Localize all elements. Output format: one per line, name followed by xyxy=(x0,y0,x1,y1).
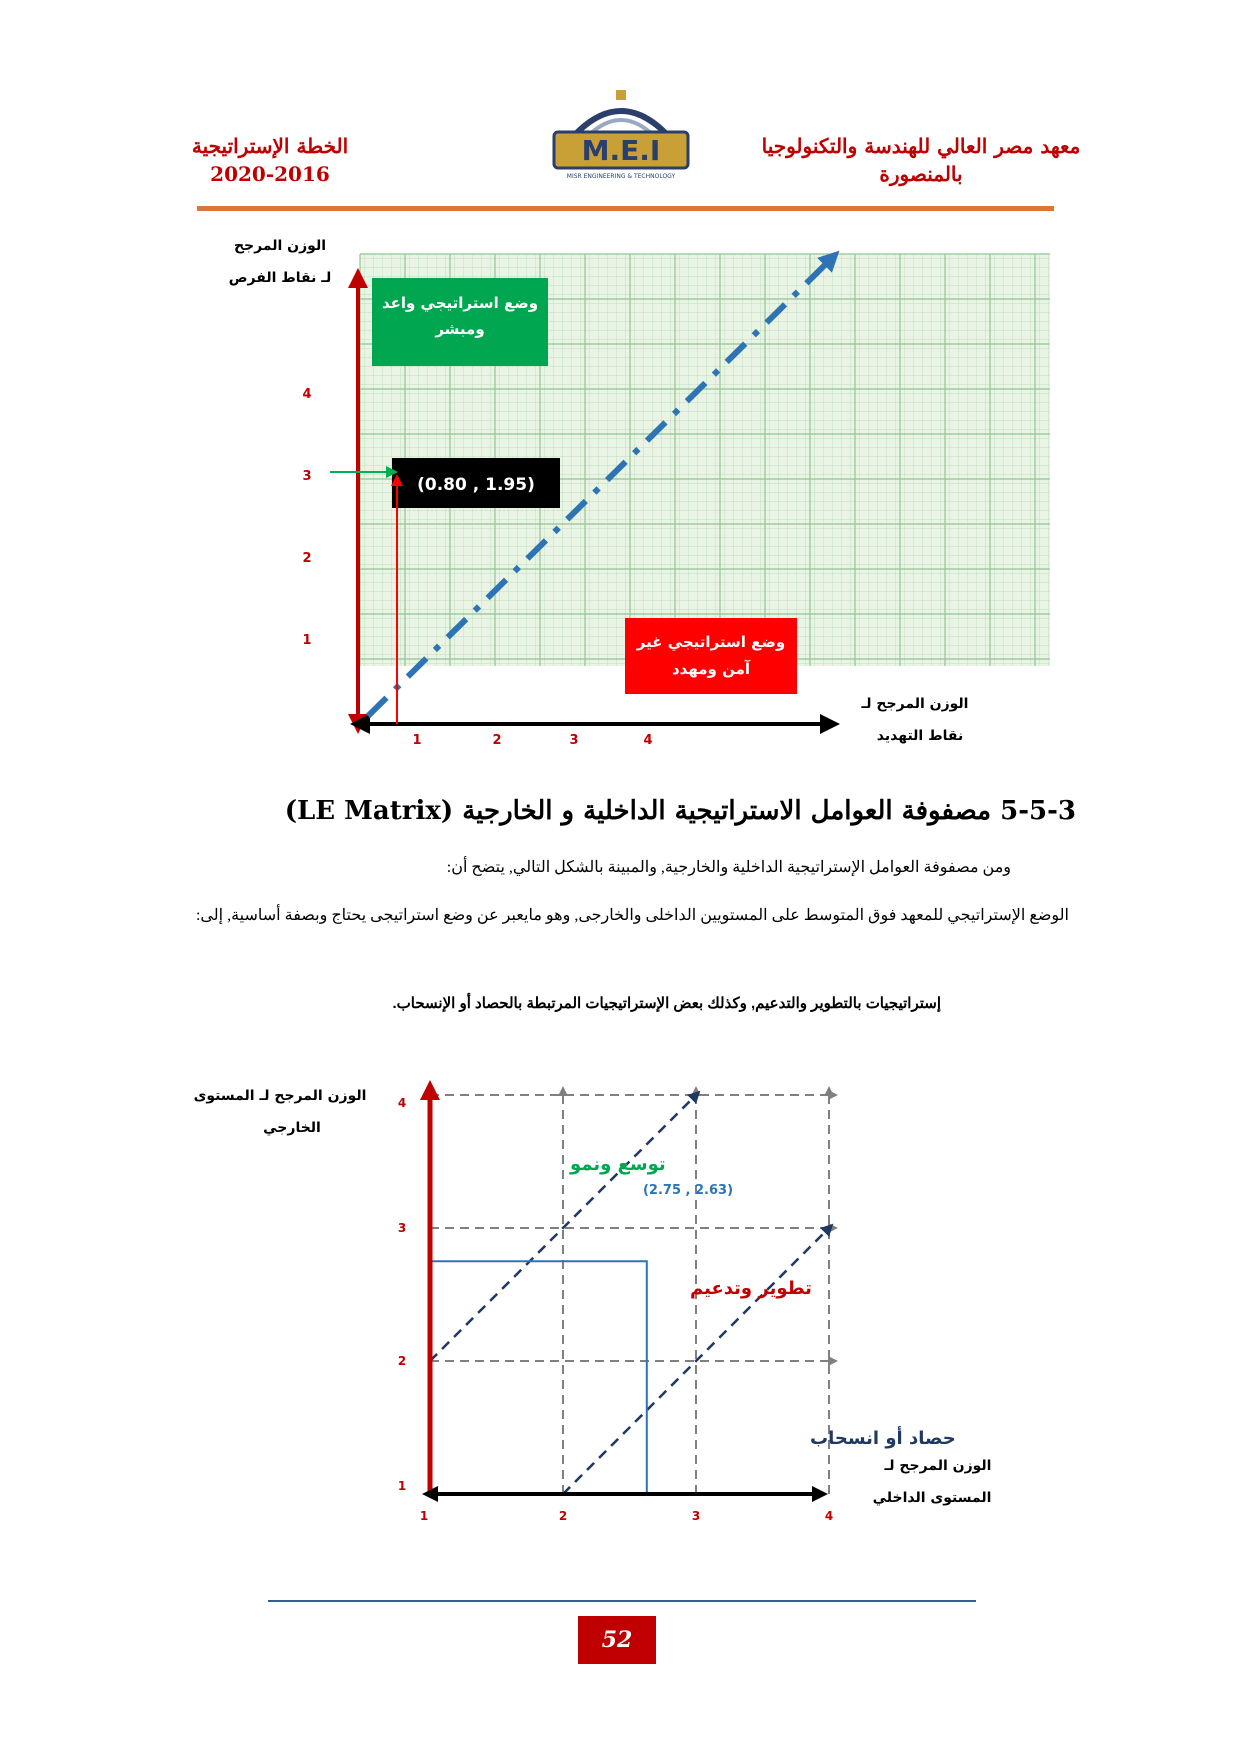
chart2-y-tick-4: 4 xyxy=(397,1096,407,1110)
position-paragraph: الوضع الإستراتيجي للمعهد فوق المتوسط على المستويين الداخلى والخارجى, وهو مايعبر عن وضع استراتيجى يحتاج وبصفة أساسية, إلى: xyxy=(195,907,1069,924)
chart1-x-tick-4: 4 xyxy=(643,733,653,748)
institute-line1: معهد مصر العالي للهندسة والتكنولوجيا xyxy=(761,134,1081,158)
chart1-ylabel-line2: لـ نقاط الفرص xyxy=(228,270,332,286)
chart2-x-tick-1: 1 xyxy=(419,1509,429,1523)
logo-subtext: MISR ENGINEERING & TECHNOLOGY xyxy=(566,173,676,180)
chart2-x-tick-3: 3 xyxy=(691,1509,701,1523)
chart1-box-promising-line2: ومبشر xyxy=(435,320,485,338)
chart1-y-tick-2: 2 xyxy=(302,551,312,566)
chart1-box-threatened xyxy=(625,618,797,694)
chart2-point-marker xyxy=(430,1261,647,1494)
chart1-box-threatened-line1: وضع استراتيجي غير xyxy=(636,633,786,651)
chart1-point-label: (0.80 , 1.95) xyxy=(417,475,535,495)
intro-paragraph: ومن مصفوفة العوامل الإستراتيجية الداخلية والخارجية, والمبينة بالشكل التالي, يتضح أن: xyxy=(446,859,1011,876)
chart1-y-tick-1: 1 xyxy=(302,633,312,648)
chart2-y-tick-1: 1 xyxy=(397,1479,407,1493)
plan-title-block xyxy=(180,132,360,188)
chart1-threat-opportunity xyxy=(220,222,980,762)
chart2-zone-growth: توسع ونمو xyxy=(570,1154,666,1175)
chart2-x-tick-2: 2 xyxy=(558,1509,568,1523)
chart1-box-threatened-line2: آمن ومهدد xyxy=(671,660,751,678)
header-divider xyxy=(197,206,1054,211)
chart1-x-tick-2: 2 xyxy=(492,733,502,748)
chart2-y-tick-2: 2 xyxy=(397,1354,407,1368)
chart2-ylabel-line2: الخارجي xyxy=(263,1120,321,1136)
chart1-box-promising-line1: وضع استراتيجي واعد xyxy=(381,294,539,312)
institute-line2: بالمنصورة xyxy=(879,162,963,186)
chart2-zone-develop: تطوير وتدعيم xyxy=(690,1278,812,1299)
institute-logo xyxy=(548,82,694,182)
footer-divider xyxy=(268,1600,976,1602)
chart1-y-tick-4: 4 xyxy=(302,387,312,402)
chart1-y-tick-3: 3 xyxy=(302,469,312,484)
plan-years: 2020-2016 xyxy=(210,162,330,186)
logo-text: M.E.I xyxy=(581,134,661,167)
institute-name xyxy=(741,132,1101,188)
page-number: 52 xyxy=(578,1616,656,1664)
chart2-point-label: (2.75 , 2.63) xyxy=(642,1183,734,1198)
chart1-xlabel-line2: نقاط التهديد xyxy=(876,728,964,744)
chart1-x-tick-1: 1 xyxy=(412,733,422,748)
chart1-x-tick-3: 3 xyxy=(569,733,579,748)
chart2-ylabel-line1: الوزن المرجح لـ المستوى xyxy=(193,1088,367,1104)
chart2-x-tick-4: 4 xyxy=(824,1509,834,1523)
chart2-zone-harvest: حصاد أو انسحاب xyxy=(810,1428,956,1449)
chart2-xlabel-line1: الوزن المرجح لـ xyxy=(884,1458,992,1474)
chart2-xlabel-line2: المستوى الداخلي xyxy=(872,1490,992,1506)
strategy-paragraph: إستراتيجيات بالتطوير والتدعيم, وكذلك بعض الإستراتيجيات المرتبطة بالحصاد أو الإنسحاب. xyxy=(392,995,941,1012)
chart1-xlabel-line1: الوزن المرجح لـ xyxy=(861,696,969,712)
chart1-ylabel-line1: الوزن المرجح xyxy=(233,238,327,254)
chart2-y-tick-3: 3 xyxy=(397,1221,407,1235)
section-heading: 5-5-3 مصفوفة العوامل الاستراتيجية الداخلية و الخارجية (LE Matrix) xyxy=(284,796,1076,826)
chart2-ie-matrix xyxy=(193,1070,1000,1540)
plan-title: الخطة الإستراتيجية xyxy=(191,134,349,158)
